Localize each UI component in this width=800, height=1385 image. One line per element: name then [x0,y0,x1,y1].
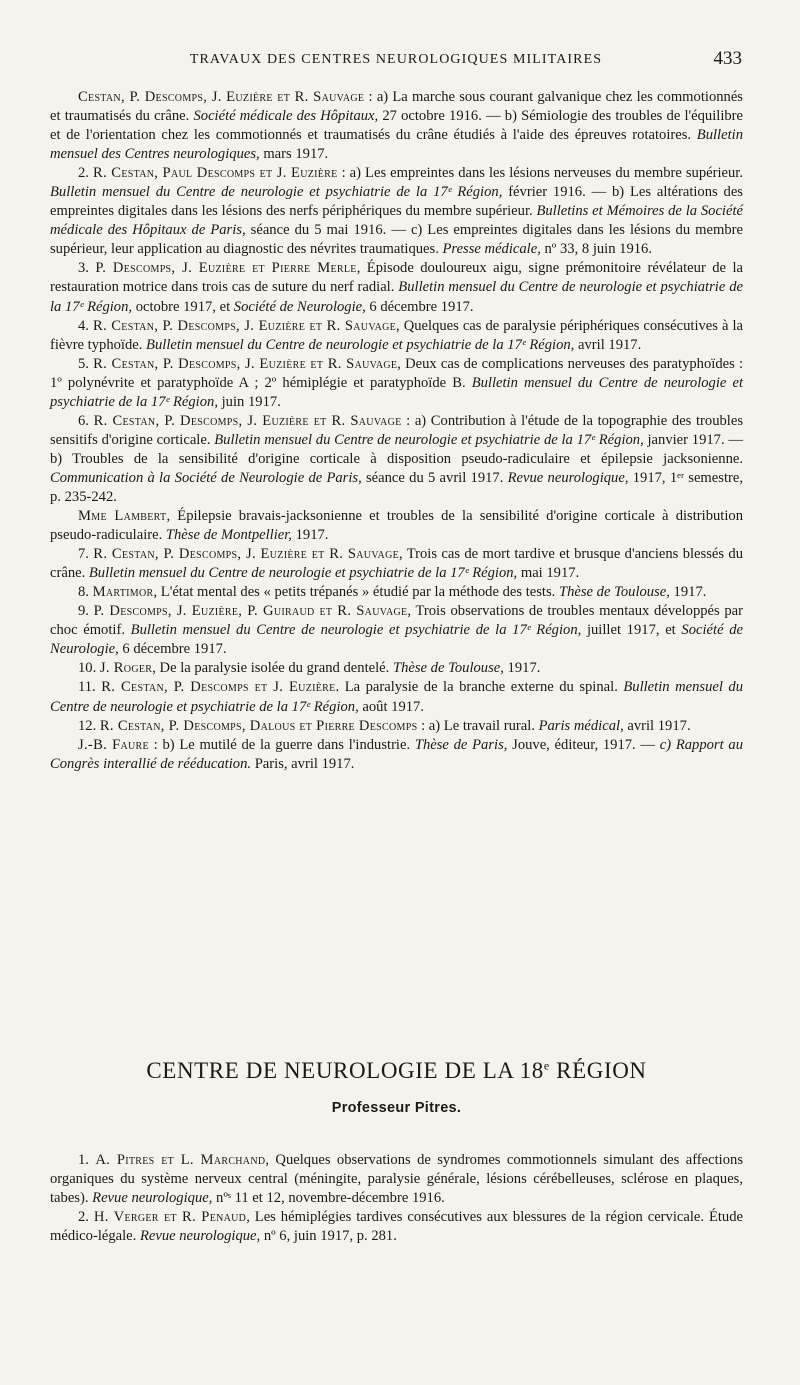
bibliography-entry: 4. R. Cestan, P. Descomps, J. Euzière et R. Sauvage, Quelques cas de paralysie périphériques consécutives à la fièvre typhoïde. Bulletin mensuel du Centre de neurologie et psychiatrie de la 17ᵉ Région, avril 1917. [50,317,744,353]
bibliography-list [50,88,743,774]
running-title: TRAVAUX DES CENTRES NEUROLOGIQUES MILITAIRES [189,52,603,67]
bibliography-entry: 6. R. Cestan, P. Descomps, J. Euzière et R. Sauvage : a) Contribution à l'étude de la topographie des troubles sensitifs d'origine corticale. Bulletin mensuel du Centre de neurologie et psychiatrie de la 17ᵉ Région, janvier 1917. — b) Troubles de la sensibilité d'origine corticale à disposition pseudo-radiculaire et épilepsie jacksonienne. Communication à la Société de Neurologie de Paris, séance du 5 avril 1917. Revue neurologique, 1917, 1ᵉʳ semestre, p. 235-242. [50,412,744,505]
bibliography-entry: 11. R. Cestan, P. Descomps et J. Euzière. La paralysie de la branche externe du spinal. Bulletin mensuel du Centre de neurologie et psychiatrie de la 17ᵉ Région, août 1917. [50,679,743,715]
bibliography-entry: 10. J. Roger, De la paralysie isolée du grand dentelé. Thèse de Toulouse, 1917. [78,660,541,677]
bibliography-entry: 9. P. Descomps, J. Euzière, P. Guiraud et R. Sauvage, Trois observations de troubles mentaux développés par choc émotif. Bulletin mensuel du Centre de neurologie et psychiatrie de la 17ᵉ Région, juillet 1917, et Société de Neurologie, 6 décembre 1917. [50,603,744,658]
bibliography-entry: Cestan, P. Descomps, J. Euzière et R. Sauvage : a) La marche sous courant galvanique chez les commotionnés et traumatisés du crâne. Société médicale des Hôpitaux, 27 octobre 1916. — b) Sémiologie des troubles de l'équilibre et de l'orientation chez les commotionnés et traumatisés du crâne étudiés à l'aide des épreuves rotatoires. Bulletin mensuel des Centres neurologiques, mars 1917. [50,89,744,163]
running-head [50,48,742,76]
bibliography-entry: 2. H. Verger et R. Penaud, Les hémiplégies tardives consécutives aux blessures de la région cervicale. Étude médico-légale. Revue neurologique, nº 6, juin 1917, p. 281. [50,1209,744,1245]
section-title: CENTRE DE NEUROLOGIE DE LA 18e RÉGION [146,1058,647,1083]
bibliography-entry: Mme Lambert, Épilepsie bravais-jacksonienne et troubles de la sensibilité d'origine corticale à distribution pseudo-radiculaire. Thèse de Montpellier, 1917. [50,508,743,544]
page-number: 433 [713,48,742,69]
bibliography-entry: 12. R. Cestan, P. Descomps, Dalous et Pierre Descomps : a) Le travail rural. Paris médical, avril 1917. [78,717,691,734]
bibliography-entry: 1. A. Pitres et L. Marchand, Quelques observations de syndromes commotionnels simulant des affections organiques du système nerveux central (méningite, paralysie générale, lésions cérébelleuses, sclérose en plaques, tabes). Revue neurologique, nºˢ 11 et 12, novembre-décembre 1916. [50,1152,743,1207]
bibliography-entry: 3. P. Descomps, J. Euzière et Pierre Merle, Épisode douloureux aigu, signe prémonitoire révélateur de la restauration motrice dans trois cas de suture du nerf radial. Bulletin mensuel du Centre de neurologie et psychiatrie de la 17ᵉ Région, octobre 1917, et Société de Neurologie, 6 décembre 1917. [50,260,744,315]
section-subtitle: Professeur Pitres. [331,1100,462,1116]
bibliography-entry: 2. R. Cestan, Paul Descomps et J. Euzière : a) Les empreintes dans les lésions nerveuses du membre supérieur. Bulletin mensuel du Centre de neurologie et psychiatrie de la 17ᵉ Région, février 1916. — b) Les altérations des empreintes digitales dans les lésions des nerfs périphériques du membre supérieur. Bulletins et Mémoires de la Société médicale des Hôpitaux de Paris, séance du 5 mai 1916. — c) Les empreintes digitales dans les lésions du membre supérieur, leur application au diagnostic des névrites traumatiques. Presse médicale, nº 33, 8 juin 1916. [50,165,744,258]
bibliography-entry: 5. R. Cestan, P. Descomps, J. Euzière et R. Sauvage, Deux cas de complications nerveuses des paratyphoïdes : 1º polynévrite et paratyphoïde A ; 2º hémiplégie et paratyphoïde B. Bulletin mensuel du Centre de neurologie et psychiatrie de la 17ᵉ Région, juin 1917. [50,355,743,410]
section-bibliography-list [50,1151,743,1246]
bibliography-entry: J.-B. Faure : b) Le mutilé de la guerre dans l'industrie. Thèse de Paris, Jouve, éditeur, 1917. — c) Rapport au Congrès interallié de rééducation. Paris, avril 1917. [50,736,743,772]
bibliography-entry: 8. Martimor, L'état mental des « petits trépanés » étudié par la méthode des tests. Thèse de Toulouse, 1917. [78,584,707,601]
bibliography-entry: 7. R. Cestan, P. Descomps, J. Euzière et R. Sauvage, Trois cas de mort tardive et brusque d'anciens blessés du crâne. Bulletin mensuel du Centre de neurologie et psychiatrie de la 17ᵉ Région, mai 1917. [50,546,743,582]
